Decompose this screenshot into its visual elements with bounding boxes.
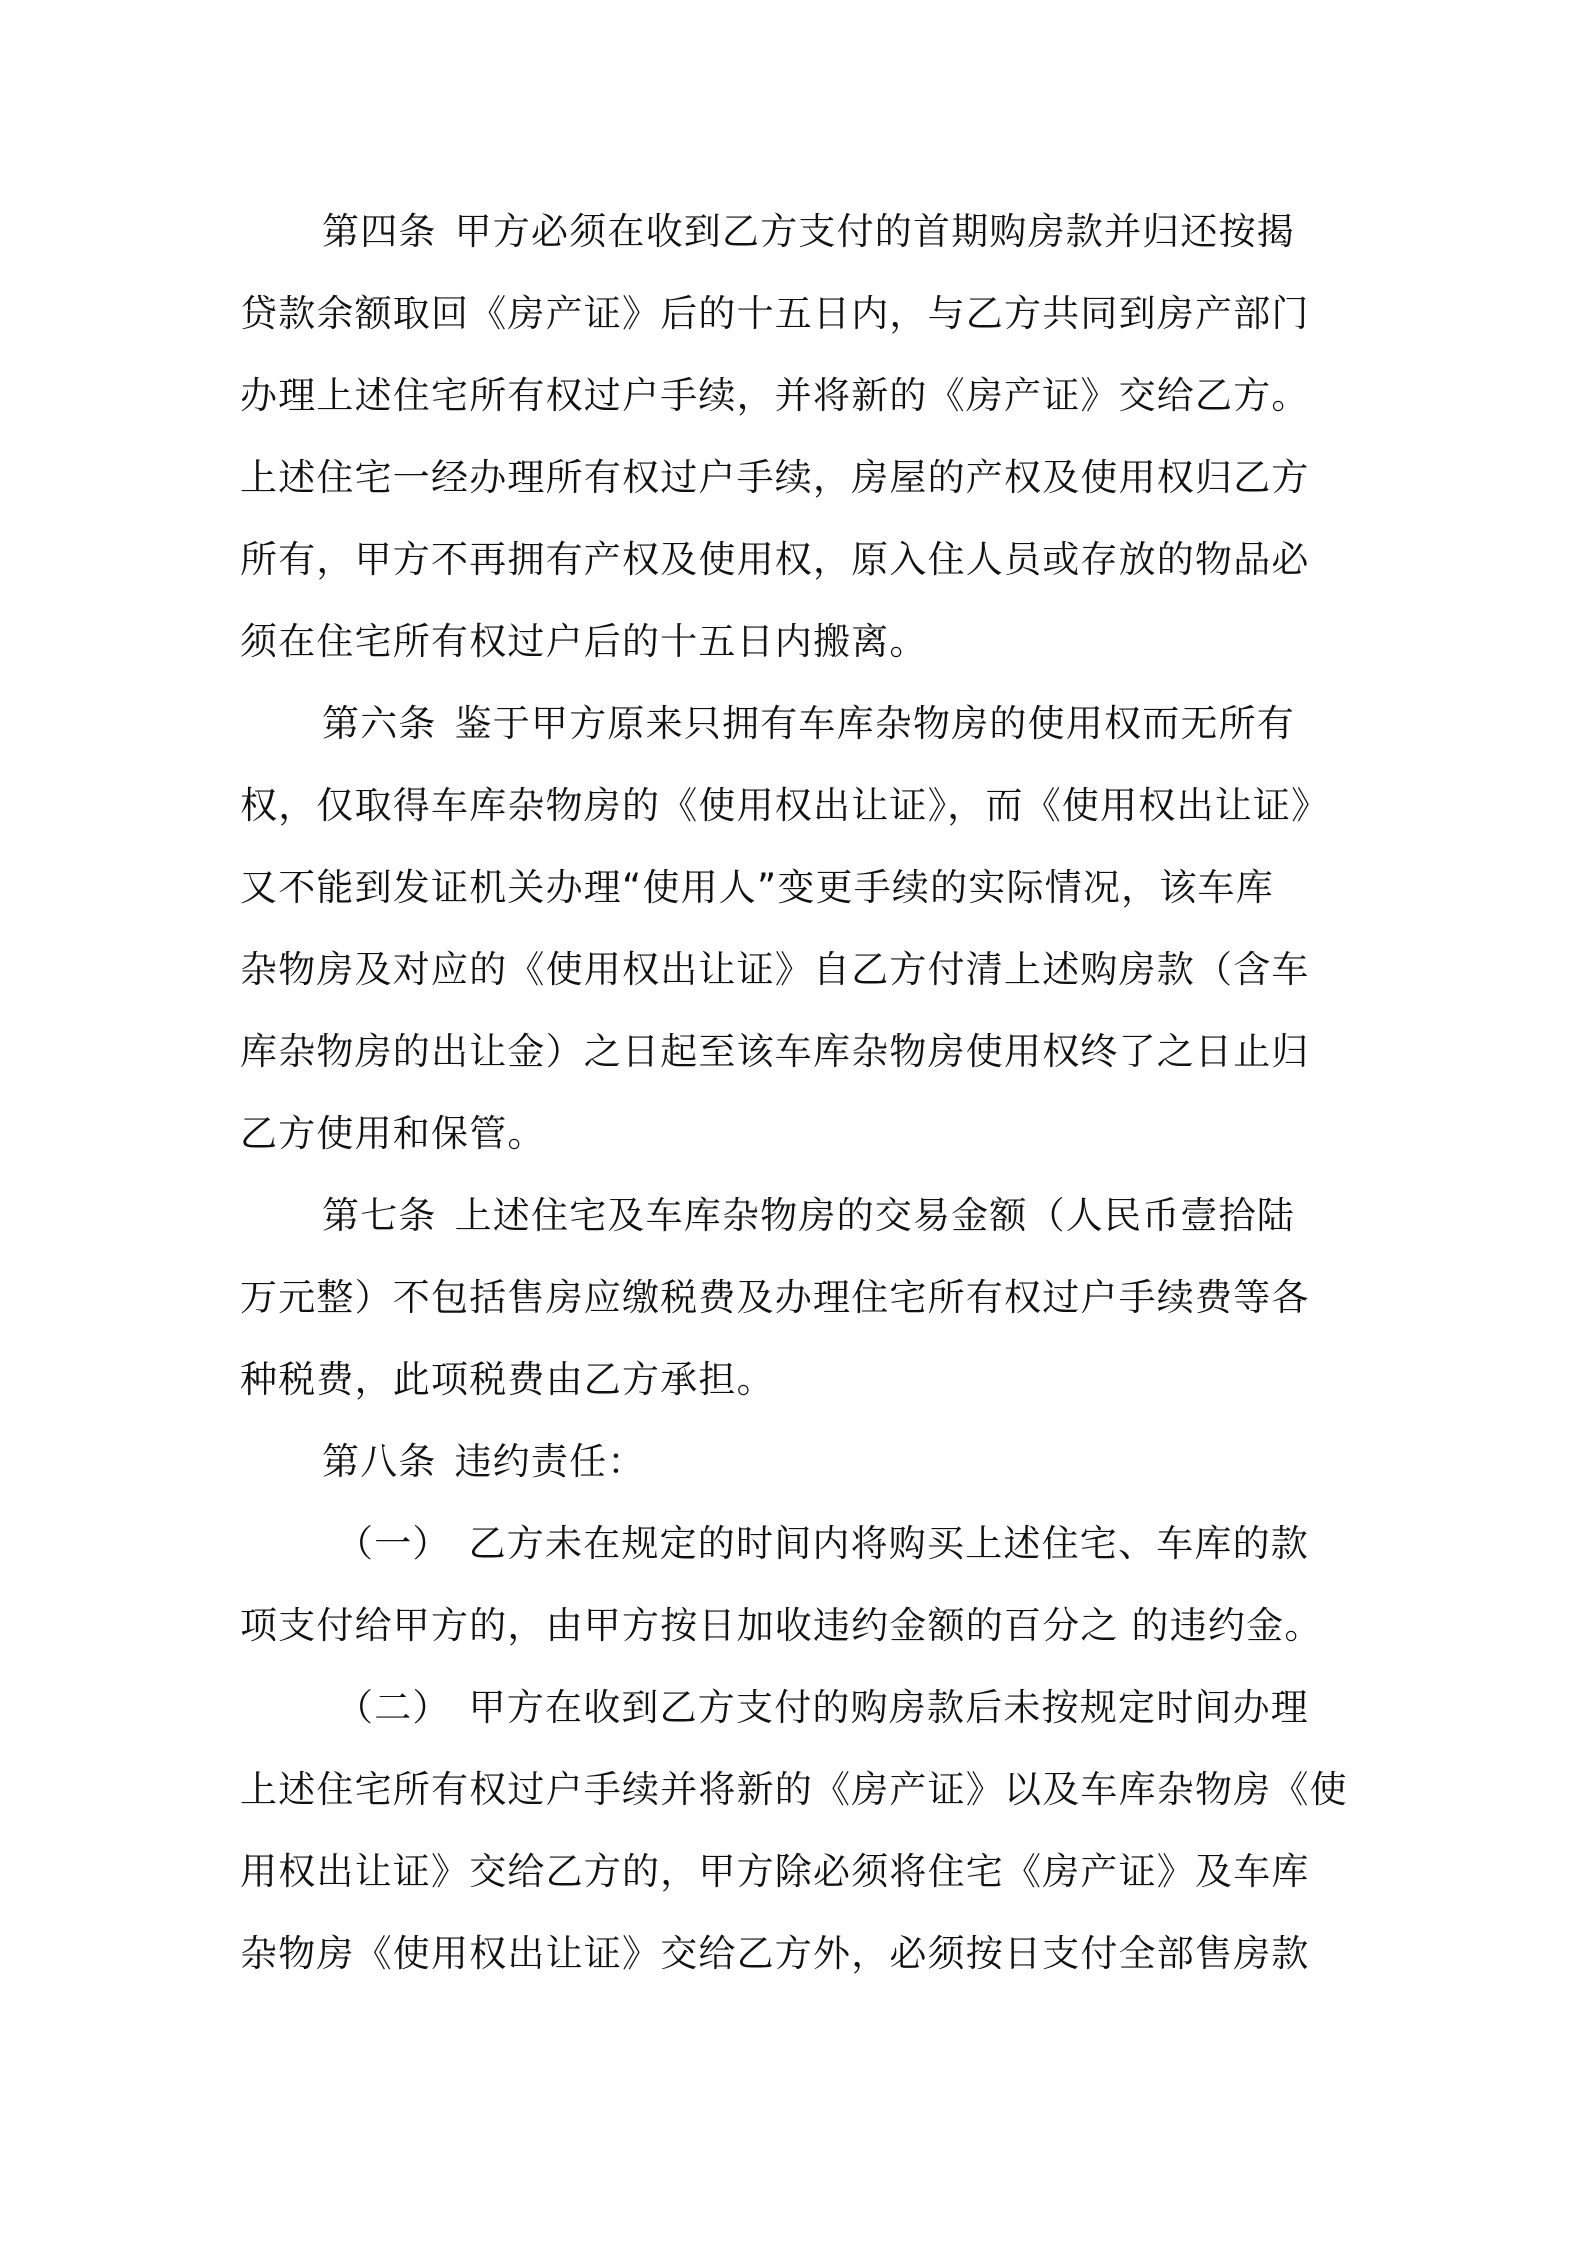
article-heading: 第四条 [322, 210, 437, 253]
article-6-paragraph [240, 683, 1360, 1175]
document-body [240, 191, 1360, 1995]
paragraph-line: 贷款余额取回《房产证》后的十五日内，与乙方共同到房产部门 [240, 292, 1310, 335]
article-8-item-2-paragraph [240, 1667, 1360, 1995]
paragraph-line: 权，仅取得车库杂物房的《使用权出让证》，而《使用权出让证》 [240, 784, 1330, 827]
paragraph-line: 办理上述住宅所有权过户手续，并将新的《房产证》交给乙方。 [240, 374, 1310, 417]
article-4-paragraph [240, 191, 1360, 683]
paragraph-line: 项支付给甲方的，由甲方按日加收违约金额的百分之 的违约金。 [240, 1604, 1323, 1647]
paragraph-line: 杂物房《使用权出让证》交给乙方外，必须按日支付全部售房款 [240, 1932, 1310, 1975]
paragraph-line: 第八条 违约责任： [322, 1440, 646, 1483]
paragraph-line: 须在住宅所有权过户后的十五日内搬离。 [240, 620, 928, 663]
paragraph-line: 上述住宅所有权过户手续并将新的《房产证》以及车库杂物房《使 [240, 1768, 1348, 1811]
paragraph-line: 杂物房及对应的《使用权出让证》自乙方付清上述购房款（含车 [240, 948, 1310, 991]
article-heading: 第八条 [322, 1440, 437, 1483]
paragraph-line: （一） 乙方未在规定的时间内将购买上述住宅、车库的款 [336, 1522, 1310, 1565]
item-number: （一） [336, 1522, 451, 1565]
paragraph-line: 第六条 鉴于甲方原来只拥有车库杂物房的使用权而无所有 [322, 702, 1296, 745]
paragraph-line: 种税费，此项税费由乙方承担。 [240, 1358, 775, 1401]
paragraph-line: 乙方使用和保管。 [240, 1112, 546, 1155]
paragraph-line: 所有，甲方不再拥有产权及使用权，原入住人员或存放的物品必 [240, 538, 1310, 581]
article-heading: 第六条 [322, 702, 437, 745]
paragraph-line: 第四条 甲方必须在收到乙方支付的首期购房款并归还按揭 [322, 210, 1296, 253]
paragraph-line: 又不能到发证机关办理“使用人”变更手续的实际情况，该车库 [240, 866, 1274, 909]
item-number: （二） [336, 1686, 451, 1729]
paragraph-line: 上述住宅一经办理所有权过户手续，房屋的产权及使用权归乙方 [240, 456, 1310, 499]
article-7-paragraph [240, 1175, 1360, 1421]
paragraph-line: 第七条 上述住宅及车库杂物房的交易金额（人民币壹拾陆 [322, 1194, 1296, 1237]
paragraph-line: 用权出让证》交给乙方的，甲方除必须将住宅《房产证》及车库 [240, 1850, 1310, 1893]
article-8-paragraph [240, 1421, 1360, 1503]
paragraph-line: 万元整）不包括售房应缴税费及办理住宅所有权过户手续费等各 [240, 1276, 1310, 1319]
paragraph-line: 库杂物房的出让金）之日起至该车库杂物房使用权终了之日止归 [240, 1030, 1310, 1073]
article-8-item-1-paragraph [240, 1503, 1360, 1667]
paragraph-line: （二） 甲方在收到乙方支付的购房款后未按规定时间办理 [336, 1686, 1310, 1729]
article-heading: 第七条 [322, 1194, 437, 1237]
